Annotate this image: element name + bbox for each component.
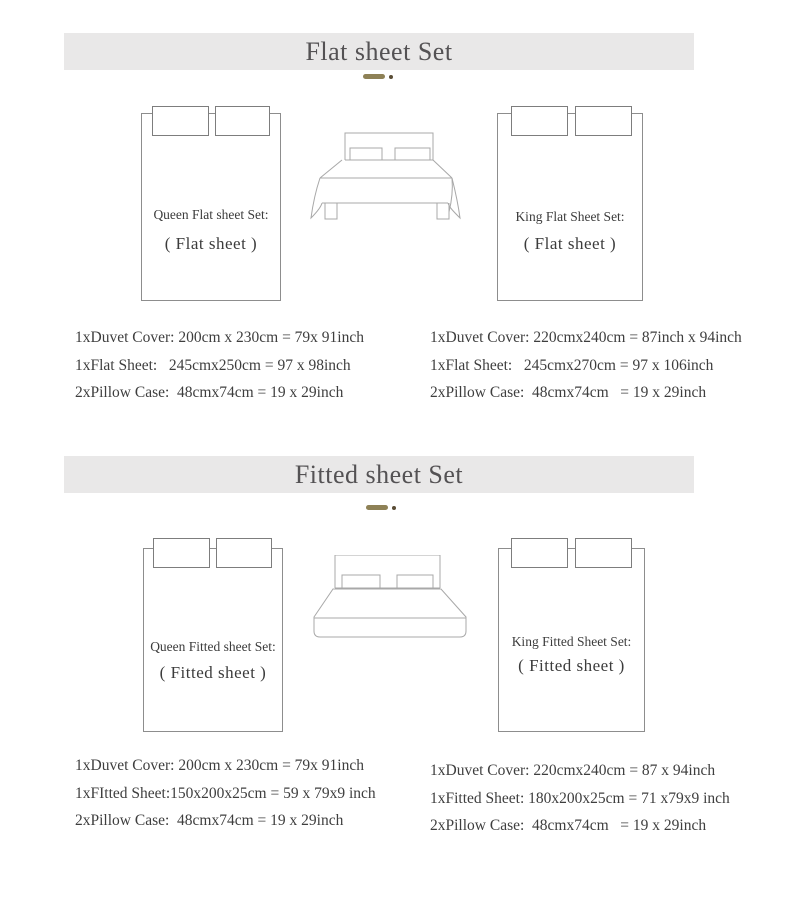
spec-line: 1xDuvet Cover: 220cmx240cm = 87 x 94inch [430,762,716,779]
spec-line: 1xFlat Sheet: 245cmx250cm = 97 x 98inch [75,356,351,374]
spec-line: 1xFitted Sheet: 180x200x25cm = 71 x79x9 inch [430,789,730,807]
queen-fitted-sheet-diagram [143,538,283,732]
pillow-right [215,106,270,136]
section-divider [363,74,403,80]
diagram-sublabel: ( Flat sheet ) [523,234,617,253]
divider-dash [366,505,388,510]
queen-flat-specs [75,324,364,407]
flat-sheet-bed-illustration [308,128,466,223]
pillow-left [153,538,210,568]
fitted-sheet-section-header [64,456,694,493]
king-fitted-sheet-diagram [498,538,645,732]
king-flat-specs [430,324,742,407]
spec-line: 2xPillow Case: 48cmx74cm = 19 x 29inch [430,817,707,834]
diagram-label: Queen Fitted sheet Set: [150,639,276,654]
king-fitted-specs [430,757,730,840]
diagram-label: King Fitted Sheet Set: [511,634,632,649]
divider-dot [389,75,393,79]
pillow-left [511,538,568,568]
section-divider [366,505,406,511]
pillow-right [575,106,632,136]
sheet-outline [497,113,643,301]
diagram-label: King Flat Sheet Set: [515,209,625,224]
spec-line: 1xDuvet Cover: 200cm x 230cm = 79x 91inch [75,329,364,346]
spec-line: 2xPillow Case: 48cmx74cm = 19 x 29inch [75,812,344,829]
divider-dot [392,506,396,510]
flat-sheet-section-header [64,33,694,70]
fitted-sheet-bed-illustration [312,555,468,643]
spec-line: 2xPillow Case: 48cmx74cm = 19 x 29inch [75,384,344,401]
diagram-sublabel: ( Flat sheet ) [164,234,258,253]
spec-line: 1xFlat Sheet: 245cmx270cm = 97 x 106inch [430,356,714,374]
pillow-left [511,106,568,136]
spec-line: 2xPillow Case: 48cmx74cm = 19 x 29inch [430,384,707,401]
section-title: Flat sheet Set [305,36,453,66]
divider-dash [363,74,385,79]
diagram-sublabel: ( Fitted sheet ) [159,663,267,682]
spec-line: 1xDuvet Cover: 220cmx240cm = 87inch x 94inch [430,329,742,346]
pillow-right [575,538,632,568]
section-title: Fitted sheet Set [294,459,464,489]
king-flat-sheet-diagram [497,106,643,301]
pillow-right [216,538,272,568]
queen-fitted-specs [75,752,376,835]
spec-line: 1xDuvet Cover: 200cm x 230cm = 79x 91inch [75,757,364,774]
queen-flat-sheet-diagram [141,106,281,301]
diagram-sublabel: ( Fitted sheet ) [518,656,625,675]
spec-line: 1xFItted Sheet:150x200x25cm = 59 x 79x9 inch [75,784,376,802]
diagram-label: Queen Flat sheet Set: [153,207,269,222]
pillow-left [152,106,209,136]
